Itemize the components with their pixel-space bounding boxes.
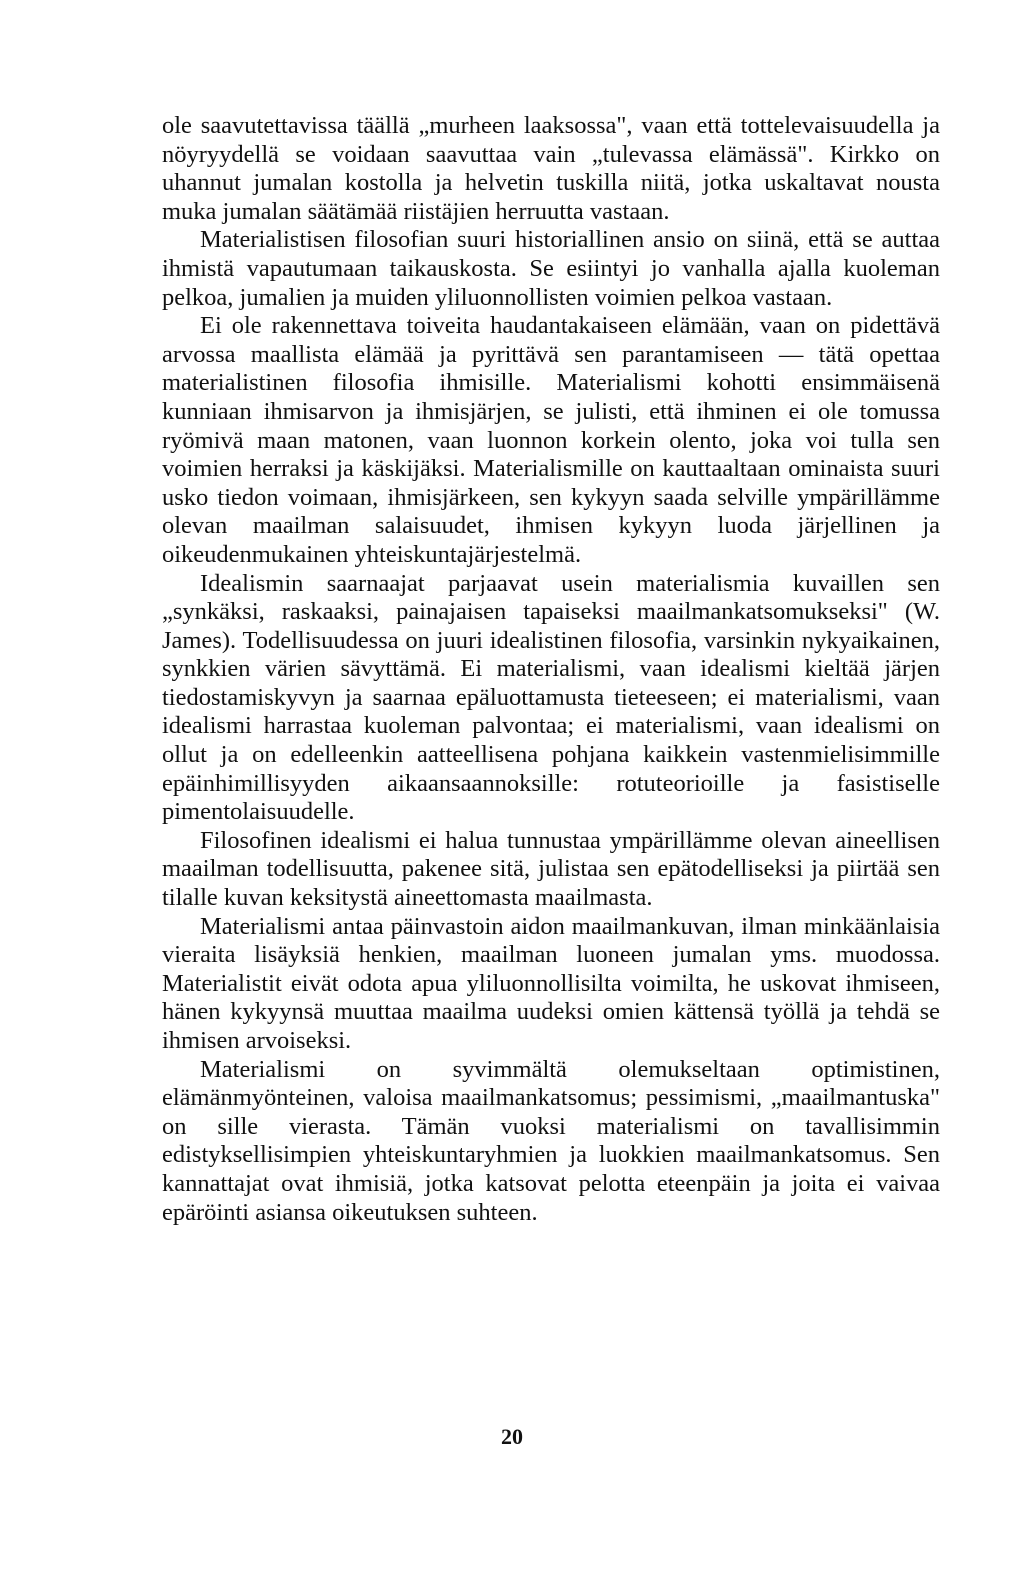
paragraph-3: Ei ole rakennettava toiveita haudantakaiseen elämään, vaan on pidettävä arvossa maallista elämää ja pyrittävä sen parantamiseen — tätä opettaa materialistinen filosofia ihmisille. Materialismi kohotti ensimmäisenä kunniaan ihmisarvon ja ihmisjärjen, se julisti, että ihminen ei ole tomussa ryömivä maan matonen, vaan luonnon korkein olento, joka voi tulla sen voimien herraksi ja käskijäksi. Materialismille on kauttaaltaan ominaista suuri usko tiedon voimaan, ihmisjärkeen, sen kykyyn saada selville ympärillämme olevan maailman salaisuudet, ihmisen kykyyn luoda järjellinen ja oikeudenmukainen yhteiskuntajärjestelmä. [162,312,940,568]
page-number: 20 [501,1424,523,1449]
paragraph-6: Materialismi antaa päinvastoin aidon maailmankuvan, ilman minkäänlaisia vieraita lisäyksiä henkien, maailman luoneen jumalan yms. muodossa. Materialistit eivät odota apua yliluonnollisilta voimilta, he uskovat ihmiseen, hänen kykyynsä muuttaa maailma uudeksi omien kättensä työllä ja tehdä se ihmisen arvoiseksi. [162,912,940,1054]
paragraph-7: Materialismi on syvimmältä olemukseltaan optimistinen, elämänmyönteinen, valoisa maailmankatsomus; pessimismi, „maailmantuska" on sille vierasta. Tämän vuoksi materialismi on tavallisimmin edistyksellisimpien yhteiskuntaryhmien ja luokkien maailmankatsomus. Sen kannattajat ovat ihmisiä, jotka katsovat pelotta eteenpäin ja joita ei vaivaa epäröinti asiansa oikeutuksen suhteen. [162,1055,940,1226]
paragraph-4: Idealismin saarnaajat parjaavat usein materialismia kuvaillen sen „synkäksi, raskaaksi, painajaisen tapaiseksi maailmankatsomukseksi" (W. James). Todellisuudessa on juuri idealistinen filosofia, varsinkin nykyaikainen, synkkien värien sävyttämä. Ei materialismi, vaan idealismi kieltää järjen tiedostamiskyvyn ja saarnaa epäluottamusta tieteeseen; ei materialismi, vaan idealismi harrastaa kuoleman palvontaa; ei materialismi, vaan idealismi on ollut ja on edelleenkin aatteellisena pohjana kaikkein vastenmielisimmille epäinhimillisyyden aikaansaannoksille: rotuteorioille ja fasistiselle pimentolaisuudelle. [162,569,940,826]
paragraph-1: ole saavutettavissa täällä „murheen laaksossa", vaan että tottelevaisuudella ja nöyryydellä se voidaan saavuttaa vain „tulevassa elämässä". Kirkko on uhannut jumalan kostolla ja helvetin tuskilla niitä, jotka uskaltavat nousta muka jumalan säätämää riistäjien herruutta vastaan. [162,112,940,225]
paragraph-5: Filosofinen idealismi ei halua tunnustaa ympärillämme olevan aineellisen maailman todellisuutta, pakenee sitä, julistaa sen epätodelliseksi ja piirtää sen tilalle kuvan keksitystä aineettomasta maailmasta. [162,826,940,912]
paragraph-2: Materialistisen filosofian suuri historiallinen ansio on siinä, että se auttaa ihmistä vapautumaan taikauskosta. Se esiintyi jo vanhalla ajalla kuoleman pelkoa, jumalien ja muiden yliluonnollisten voimien pelkoa vastaan. [162,226,940,311]
body-text [162,112,940,1227]
